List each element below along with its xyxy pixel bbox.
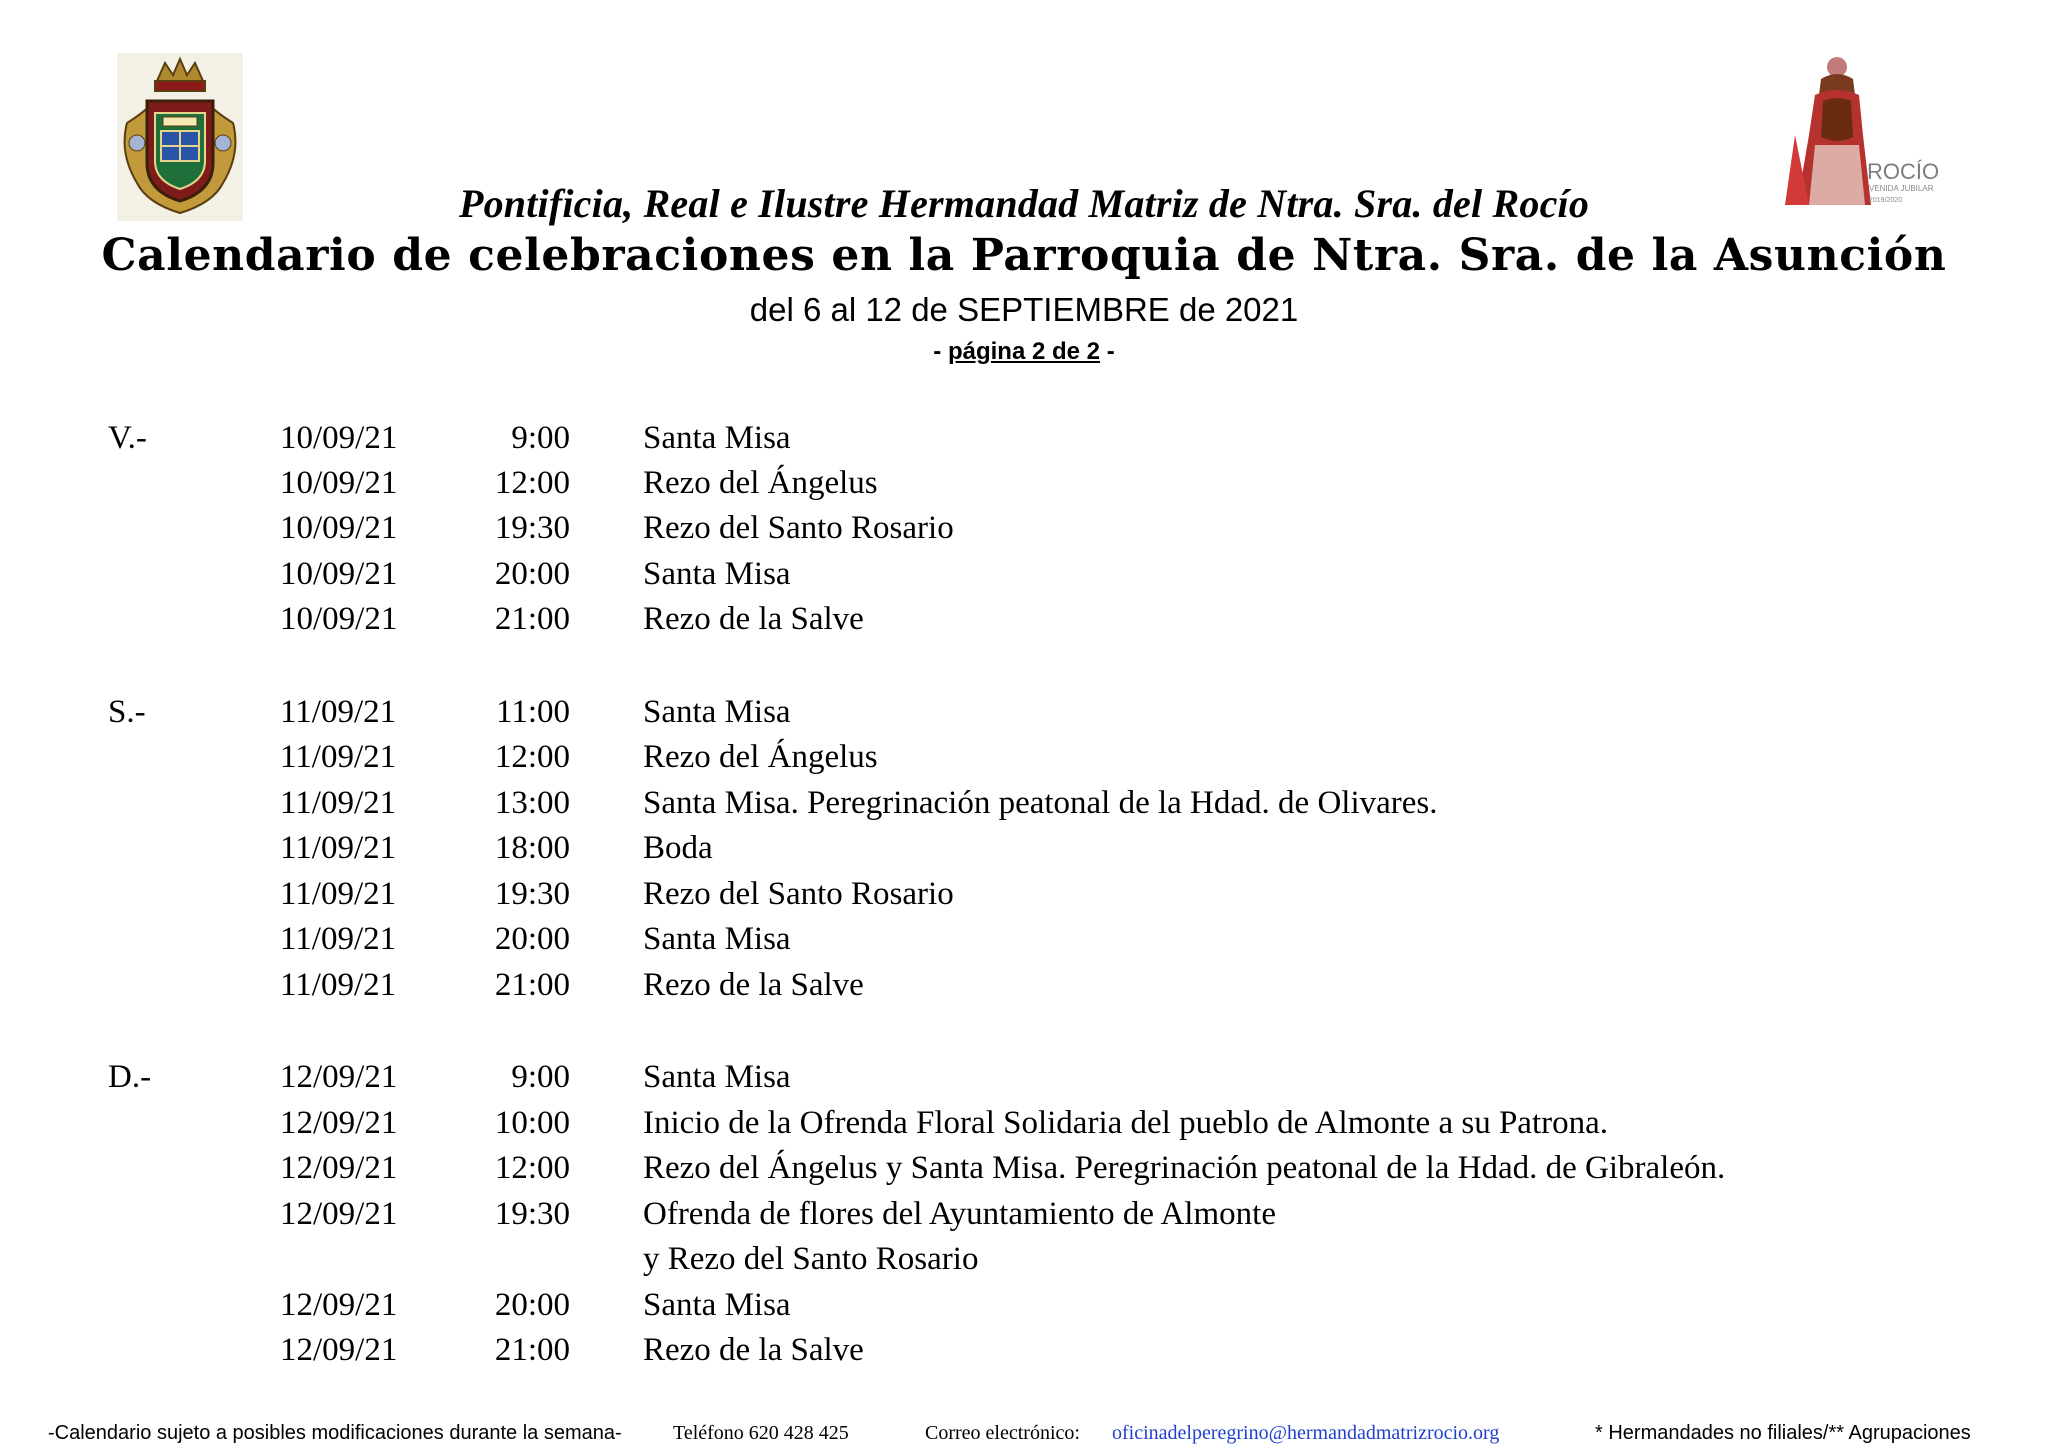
footer-legend: * Hermandades no filiales/** Agrupaciones	[1595, 1422, 1971, 1444]
event-date: 12/09/21	[280, 1287, 398, 1323]
event-time: 19:30	[494, 510, 570, 546]
event-date: 11/09/21	[280, 830, 397, 866]
event-description: Santa Misa	[643, 1287, 791, 1323]
footer-notice: -Calendario sujeto a posibles modificaciones durante la semana-	[48, 1422, 622, 1444]
footer-email-link[interactable]: oficinadelperegrino@hermandadmatrizrocio.org	[1112, 1422, 1500, 1444]
page-number: página 2 de 2	[947, 338, 1101, 365]
brotherhood-name: Pontificia, Real e Ilustre Hermandad Matriz de Ntra. Sra. del Rocío	[458, 181, 1590, 226]
event-date: 10/09/21	[280, 556, 398, 592]
schedule-row	[0, 1192, 2048, 1236]
schedule-row	[0, 872, 2048, 916]
event-time: 20:00	[494, 556, 570, 592]
event-description: Inicio de la Ofrenda Floral Solidaria del pueblo de Almonte a su Patrona.	[643, 1105, 1608, 1141]
date-range: del 6 al 12 de SEPTIEMBRE de 2021	[749, 291, 1299, 328]
day-label: S.-	[108, 694, 146, 730]
event-date: 11/09/21	[280, 921, 397, 957]
event-description: Rezo del Santo Rosario	[643, 510, 954, 546]
event-time: 21:00	[494, 967, 570, 1003]
event-time: 21:00	[494, 1332, 570, 1368]
svg-text:ROCÍO: ROCÍO	[1867, 159, 1940, 184]
event-description: Rezo del Ángelus	[643, 739, 878, 775]
schedule-row	[0, 1055, 2048, 1099]
event-date: 11/09/21	[280, 739, 397, 775]
schedule-row	[0, 1283, 2048, 1327]
event-description: Santa Misa	[643, 556, 791, 592]
schedule-row	[0, 506, 2048, 550]
footer	[0, 1420, 2048, 1446]
event-date: 12/09/21	[280, 1196, 398, 1232]
event-description: Santa Misa	[643, 420, 791, 456]
event-date: 12/09/21	[280, 1059, 398, 1095]
event-date: 10/09/21	[280, 510, 398, 546]
event-time: 12:00	[494, 739, 570, 775]
schedule-row	[0, 826, 2048, 870]
schedule-row	[0, 917, 2048, 961]
footer-phone: Teléfono 620 428 425	[673, 1422, 849, 1444]
event-time: 12:00	[494, 465, 570, 501]
schedule-row	[0, 1146, 2048, 1190]
event-time: 9:00	[511, 1059, 570, 1095]
schedule-row	[0, 416, 2048, 460]
schedule-row	[0, 461, 2048, 505]
event-description: Santa Misa. Peregrinación peatonal de la Hdad. de Olivares.	[643, 785, 1438, 821]
event-time: 21:00	[494, 601, 570, 637]
page-indicator: - página 2 de 2 -	[933, 338, 1115, 365]
event-description: Rezo del Ángelus y Santa Misa. Peregrinación peatonal de la Hdad. de Gibraleón.	[643, 1150, 1726, 1186]
event-time: 13:00	[494, 785, 570, 821]
event-time: 9:00	[511, 420, 570, 456]
event-time: 11:00	[496, 694, 570, 730]
event-date: 11/09/21	[280, 876, 397, 912]
event-description: Santa Misa	[643, 694, 791, 730]
schedule-row	[0, 1101, 2048, 1145]
event-description: y Rezo del Santo Rosario	[643, 1241, 979, 1277]
event-description: Rezo de la Salve	[643, 1332, 864, 1368]
schedule-row	[0, 781, 2048, 825]
event-date: 12/09/21	[280, 1105, 398, 1141]
event-date: 10/09/21	[280, 420, 398, 456]
svg-text:2019/2020: 2019/2020	[1869, 197, 1903, 204]
schedule-row	[0, 963, 2048, 1007]
svg-text:VENIDA JUBILAR: VENIDA JUBILAR	[1869, 184, 1934, 193]
event-date: 11/09/21	[280, 785, 397, 821]
event-description: Rezo de la Salve	[643, 601, 864, 637]
event-time: 12:00	[494, 1150, 570, 1186]
event-date: 12/09/21	[280, 1332, 398, 1368]
event-time: 18:00	[494, 830, 570, 866]
event-description: Santa Misa	[643, 1059, 791, 1095]
schedule-row	[0, 597, 2048, 641]
event-description: Santa Misa	[643, 921, 791, 957]
page-title: Calendario de celebraciones en la Parroquia de Ntra. Sra. de la Asunción	[101, 230, 1947, 281]
event-time: 10:00	[494, 1105, 570, 1141]
event-date: 12/09/21	[280, 1150, 398, 1186]
event-date: 10/09/21	[280, 601, 398, 637]
event-date: 10/09/21	[280, 465, 398, 501]
event-time: 20:00	[494, 921, 570, 957]
schedule-row	[0, 735, 2048, 779]
event-description: Rezo del Santo Rosario	[643, 876, 954, 912]
footer-email-label: Correo electrónico:	[925, 1422, 1080, 1444]
event-time: 20:00	[494, 1287, 570, 1323]
day-label: D.-	[108, 1059, 152, 1095]
schedule-row	[0, 1237, 2048, 1281]
event-time: 19:30	[494, 876, 570, 912]
event-description: Boda	[643, 830, 713, 866]
event-date: 11/09/21	[280, 967, 397, 1003]
event-date: 11/09/21	[280, 694, 397, 730]
event-description: Rezo de la Salve	[643, 967, 864, 1003]
day-label: V.-	[108, 420, 147, 456]
schedule-row	[0, 552, 2048, 596]
event-time: 19:30	[494, 1196, 570, 1232]
schedule-row	[0, 690, 2048, 734]
schedule-row	[0, 1328, 2048, 1372]
event-description: Ofrenda de flores del Ayuntamiento de Almonte	[643, 1196, 1276, 1232]
event-description: Rezo del Ángelus	[643, 465, 878, 501]
